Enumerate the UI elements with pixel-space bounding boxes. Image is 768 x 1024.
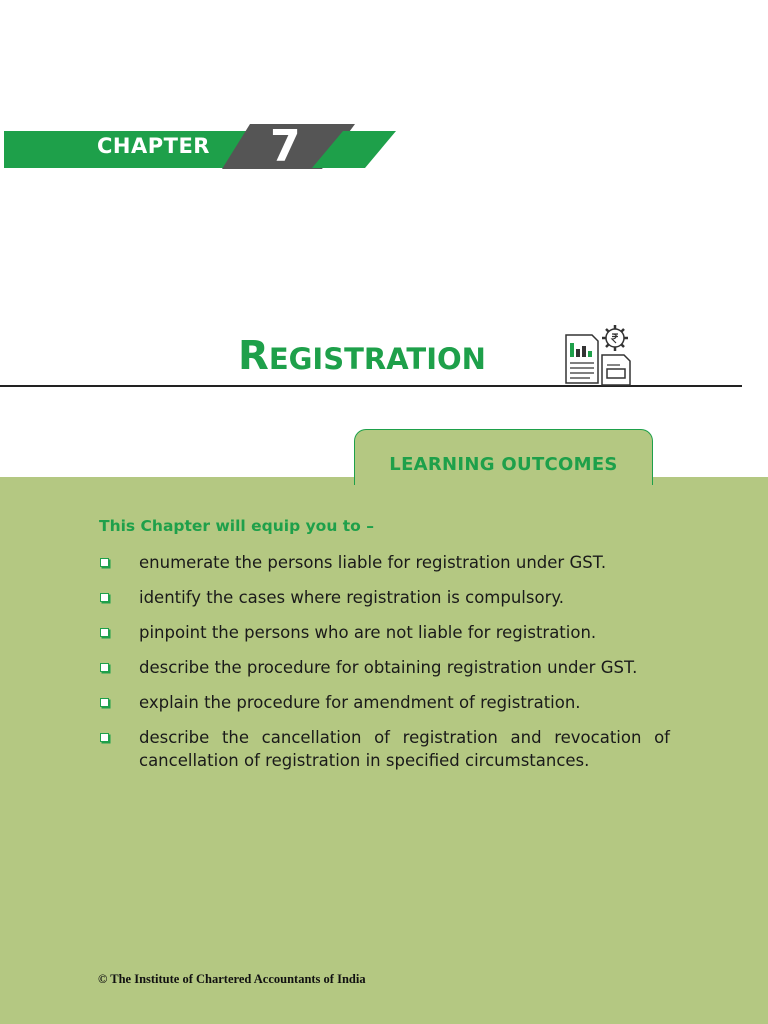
checkbox-bullet-icon <box>100 593 109 602</box>
page-title <box>238 333 486 379</box>
checkbox-bullet-icon <box>100 733 109 742</box>
checkbox-bullet-icon <box>100 628 109 637</box>
list-item: explain the procedure for amendment of registration. <box>98 691 670 714</box>
list-item: describe the cancellation of registration and revocation of cancellation of registration in specified circumstances. <box>98 726 670 772</box>
registration-document-icon <box>562 323 638 387</box>
outcomes-intro: This Chapter will equip you to – <box>99 517 374 535</box>
list-item: identify the cases where registration is compulsory. <box>98 586 670 609</box>
list-item: pinpoint the persons who are not liable for registration. <box>98 621 670 644</box>
title-first-letter: R <box>238 333 269 379</box>
chapter-number: 7 <box>270 121 301 172</box>
checkbox-bullet-icon <box>100 663 109 672</box>
list-item: enumerate the persons liable for registration under GST. <box>98 551 670 574</box>
learning-outcomes-heading: LEARNING OUTCOMES <box>389 454 618 475</box>
checkbox-bullet-icon <box>100 558 109 567</box>
list-item: describe the procedure for obtaining registration under GST. <box>98 656 670 679</box>
checkbox-bullet-icon <box>100 698 109 707</box>
copyright-footer: © The Institute of Chartered Accountants of India <box>98 972 366 986</box>
title-rest: EGISTRATION <box>268 342 486 376</box>
outcomes-list <box>98 551 670 784</box>
chapter-label: CHAPTER <box>97 134 210 158</box>
